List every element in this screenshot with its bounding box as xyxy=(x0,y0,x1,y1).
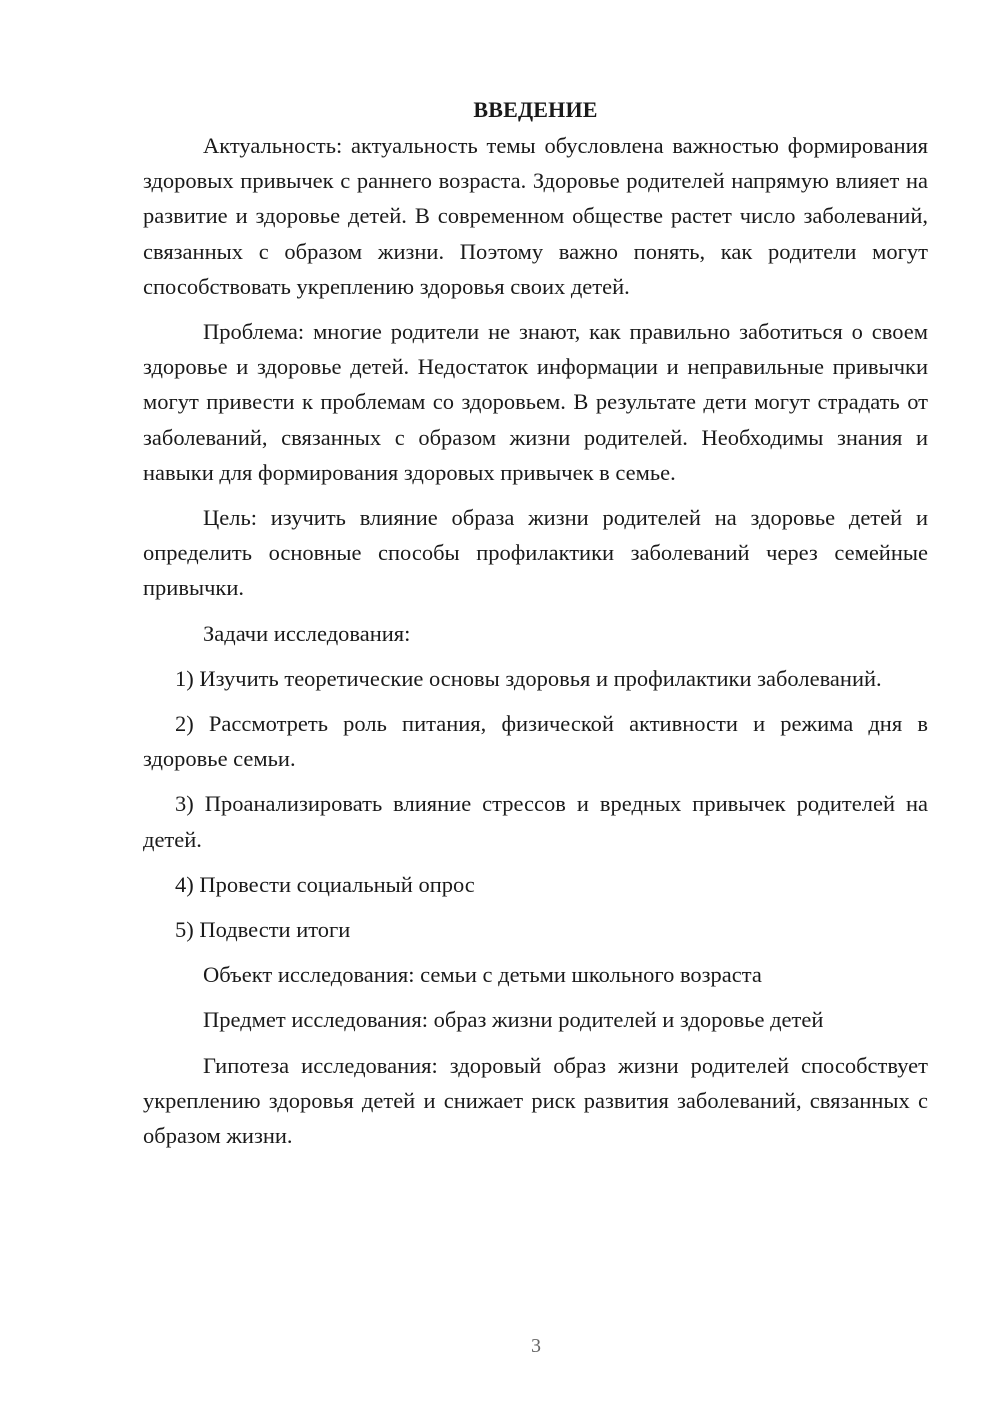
task-item-1: 1) Изучить теоретические основы здоровья и профилактики заболеваний. xyxy=(175,665,882,691)
task-item-2: 2) Рассмотреть роль питания, физической активности и режима дня в здоровье семьи. xyxy=(143,711,928,772)
section-title: ВВЕДЕНИЕ xyxy=(473,97,598,122)
problem-paragraph: Проблема: многие родители не знают, как правильно заботиться о своем здоровье и здоровье детей. Недостаток информации и неправильные привычки могут привести к проблемам со здоровьем. В результате дети могут страдать от заболеваний, связанных с образом жизни родителей. Необходимы знания и навыки для формирования здоровых привычек в семье. xyxy=(143,319,928,485)
research-subject: Предмет исследования: образ жизни родителей и здоровье детей xyxy=(203,1007,824,1033)
tasks-heading: Задачи исследования: xyxy=(203,620,411,646)
task-item-3: 3) Проанализировать влияние стрессов и вредных привычек родителей на детей. xyxy=(143,791,928,852)
task-item-4: 4) Провести социальный опрос xyxy=(175,871,475,897)
document-page xyxy=(143,92,928,1292)
relevance-paragraph: Актуальность: актуальность темы обусловлена важностью формирования здоровых привычек с раннего возраста. Здоровье родителей напрямую влияет на развитие и здоровье детей. В современном обществе растет число заболеваний, связанных с образом жизни. Поэтому важно понять, как родители могут способствовать укреплению здоровья своих детей. xyxy=(143,133,928,299)
goal-paragraph: Цель: изучить влияние образа жизни родителей на здоровье детей и определить основные способы профилактики заболеваний через семейные привычки. xyxy=(143,505,928,601)
task-item-5: 5) Подвести итоги xyxy=(175,917,351,943)
page-number: 3 xyxy=(531,1335,541,1357)
research-object: Объект исследования: семьи с детьми школьного возраста xyxy=(203,962,762,988)
research-hypothesis: Гипотеза исследования: здоровый образ жизни родителей способствует укреплению здоровья детей и снижает риск развития заболеваний, связанных с образом жизни. xyxy=(143,1052,928,1149)
